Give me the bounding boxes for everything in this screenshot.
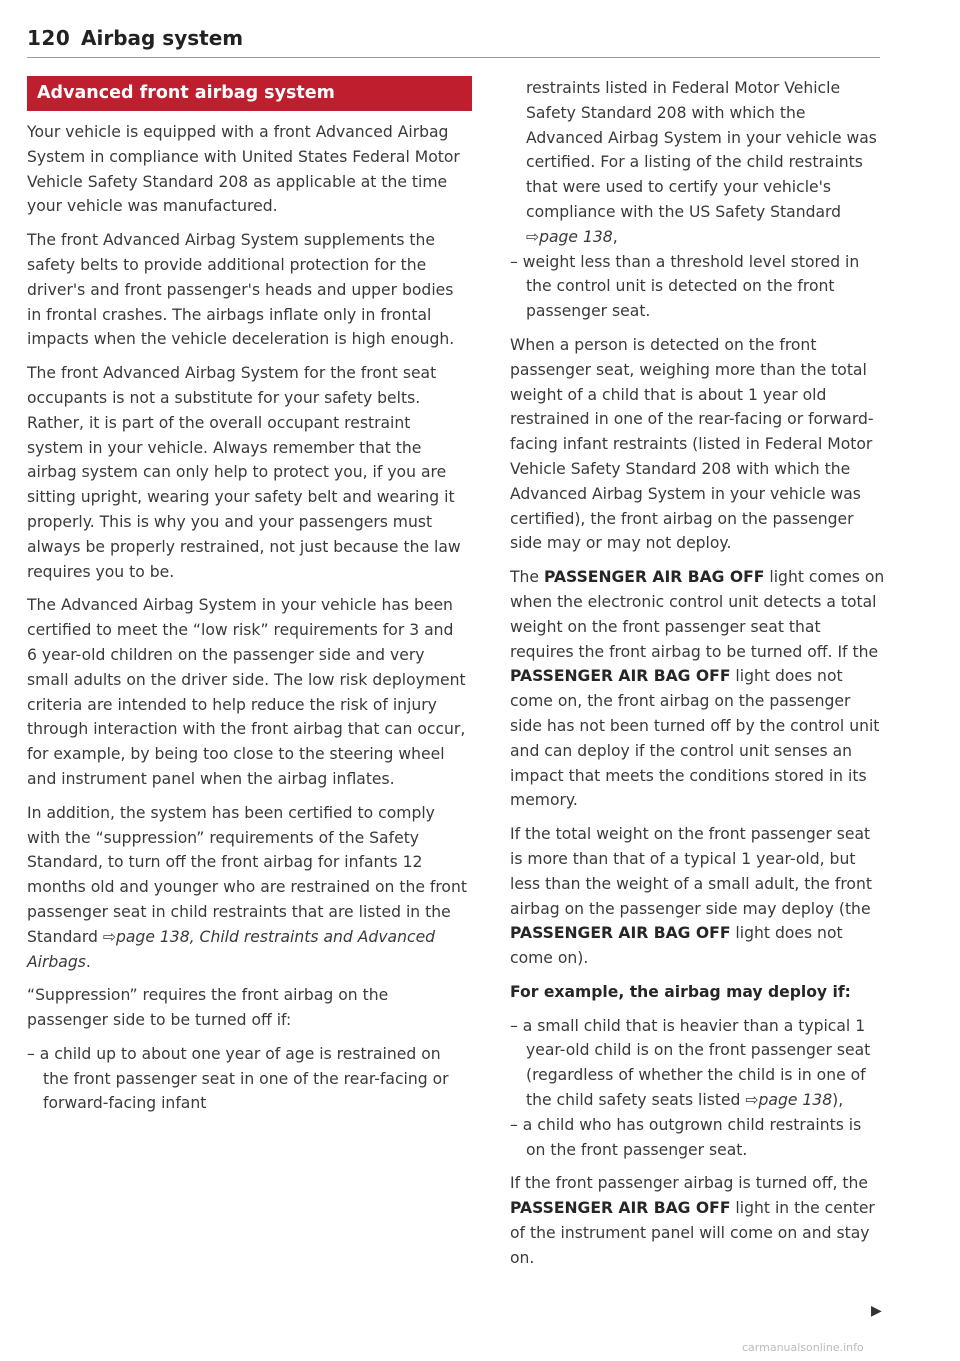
indicator-light-label: PASSENGER AIR BAG OFF (510, 924, 731, 943)
page-number: 120 (27, 26, 71, 50)
subheading: For example, the airbag may deploy if: (510, 982, 851, 1001)
page-reference-link[interactable]: ⇨page 138, Child restraints and Advanced Airbags (27, 927, 436, 971)
list-item: – a child up to about one year of age is restrained on the front passenger seat in one of the rear-facing or forward-facing infant (27, 1044, 449, 1113)
list-item (510, 1014, 885, 1113)
paragraph-text: light does not come on, the front airbag on the passenger side has not been turned off by the control unit and can deploy if the control unit senses an impact that meets the conditions stored in its memory. (510, 667, 880, 810)
section-title: Advanced front airbag system (27, 76, 472, 111)
paragraph: The Advanced Airbag System in your vehicle has been certified to meet the “low risk” requirements for 3 and 6 year-old children on the passenger side and very small adults on the driver side. The low risk deployment criteria are intended to help reduce the risk of injury through interaction with the front airbag that can occur, for example, by being too close to the steering wheel and instrument panel when the airbag inflates. (27, 596, 466, 788)
list-text: restraints listed in Federal Motor Vehicle Safety Standard 208 with which the Advanced Airbag System in your vehicle was certified. For a listing of the child restraints that were used to certify your vehicle's compliance with the US Safety Standard (526, 79, 877, 221)
deploy-list (510, 1014, 885, 1163)
paragraph: “Suppression” requires the front airbag on the passenger side to be turned off if: (27, 986, 389, 1030)
punctuation: , (612, 227, 618, 246)
right-column (510, 76, 885, 1280)
paragraph (27, 801, 467, 975)
indicator-light-label: PASSENGER AIR BAG OFF (510, 1199, 731, 1218)
paragraph-text: light comes on when the electronic control unit detects a total weight on the front passenger seat that requires the front airbag to be turned off. If the (510, 568, 885, 661)
list-item: – a child who has outgrown child restraints is on the front passenger seat. (510, 1115, 862, 1159)
paragraph-text: If the front passenger airbag is turned off, the (510, 1174, 868, 1193)
chapter-title: Airbag system (81, 26, 244, 50)
paragraph-text: If the total weight on the front passenger seat is more than that of a typical 1 year-old, but less than the weight of a small adult, the front airbag on the passenger side may deploy (the (510, 825, 872, 918)
page-reference-link[interactable]: ⇨page 138 (745, 1091, 833, 1110)
paragraph: Your vehicle is equipped with a front Advanced Airbag System in compliance with United States Federal Motor Vehicle Safety Standard 208 as applicable at the time your vehicle was manufactured. (27, 123, 460, 216)
paragraph: The front Advanced Airbag System supplements the safety belts to provide additional protection for the driver's and front passenger's heads and upper bodies in frontal crashes. The airbags inflate only in frontal impacts when the vehicle deceleration is high enough. (27, 231, 455, 349)
paragraph: When a person is detected on the front passenger seat, weighing more than the total weight of a child that is about 1 year old restrained in one of the rear-facing or forward-facing infant restraints (listed in Federal Motor Vehicle Safety Standard 208 with which the Advanced Airbag System in your vehicle was certified), the front airbag on the passenger side may or may not deploy. (510, 335, 874, 553)
watermark: carmanualsonline.info (742, 1341, 864, 1354)
list-item-continued (510, 76, 885, 250)
paragraph-text: In addition, the system has been certified to comply with the “suppression” requirements of the Safety Standard, to turn off the front airbag for infants 12 months old and younger who are restrained on the front passenger seat in child restraints that are listed in the Standard (27, 803, 467, 946)
paragraph: The front Advanced Airbag System for the front seat occupants is not a substitute for your safety belts. Rather, it is part of the overall occupant restraint system in your vehicle. Always remember that the airbag system can only help to protect you, if you are sitting upright, wearing your safety belt and wearing it properly. This is why you and your passengers must always be properly restrained, not just because the law requires you to be. (27, 364, 461, 581)
paragraph-text: light in the center of the instrument panel will come on and stay on. (510, 1199, 875, 1267)
page-reference-link[interactable]: ⇨page 138 (526, 227, 613, 246)
indicator-light-label: PASSENGER AIR BAG OFF (543, 568, 765, 587)
left-column (27, 76, 467, 1116)
punctuation: ), (832, 1091, 844, 1110)
header-divider (27, 57, 880, 58)
indicator-light-label: PASSENGER AIR BAG OFF (510, 667, 731, 686)
paragraph-text: The (510, 568, 544, 587)
paragraph-text: light does not come on). (510, 924, 843, 968)
paragraph (510, 565, 885, 813)
continue-arrow-icon: ▶ (871, 1303, 882, 1319)
list-text: – a small child that is heavier than a typical 1 year-old child is on the front passenger seat (regardless of whether the child is in one of the child safety seats listed (510, 1016, 871, 1110)
paragraph (510, 1171, 885, 1270)
suppression-list (510, 76, 885, 324)
paragraph (510, 822, 885, 971)
page-header (27, 26, 880, 54)
list-item: – weight less than a threshold level stored in the control unit is detected on the front passenger seat. (510, 252, 860, 321)
punctuation: . (85, 952, 91, 971)
